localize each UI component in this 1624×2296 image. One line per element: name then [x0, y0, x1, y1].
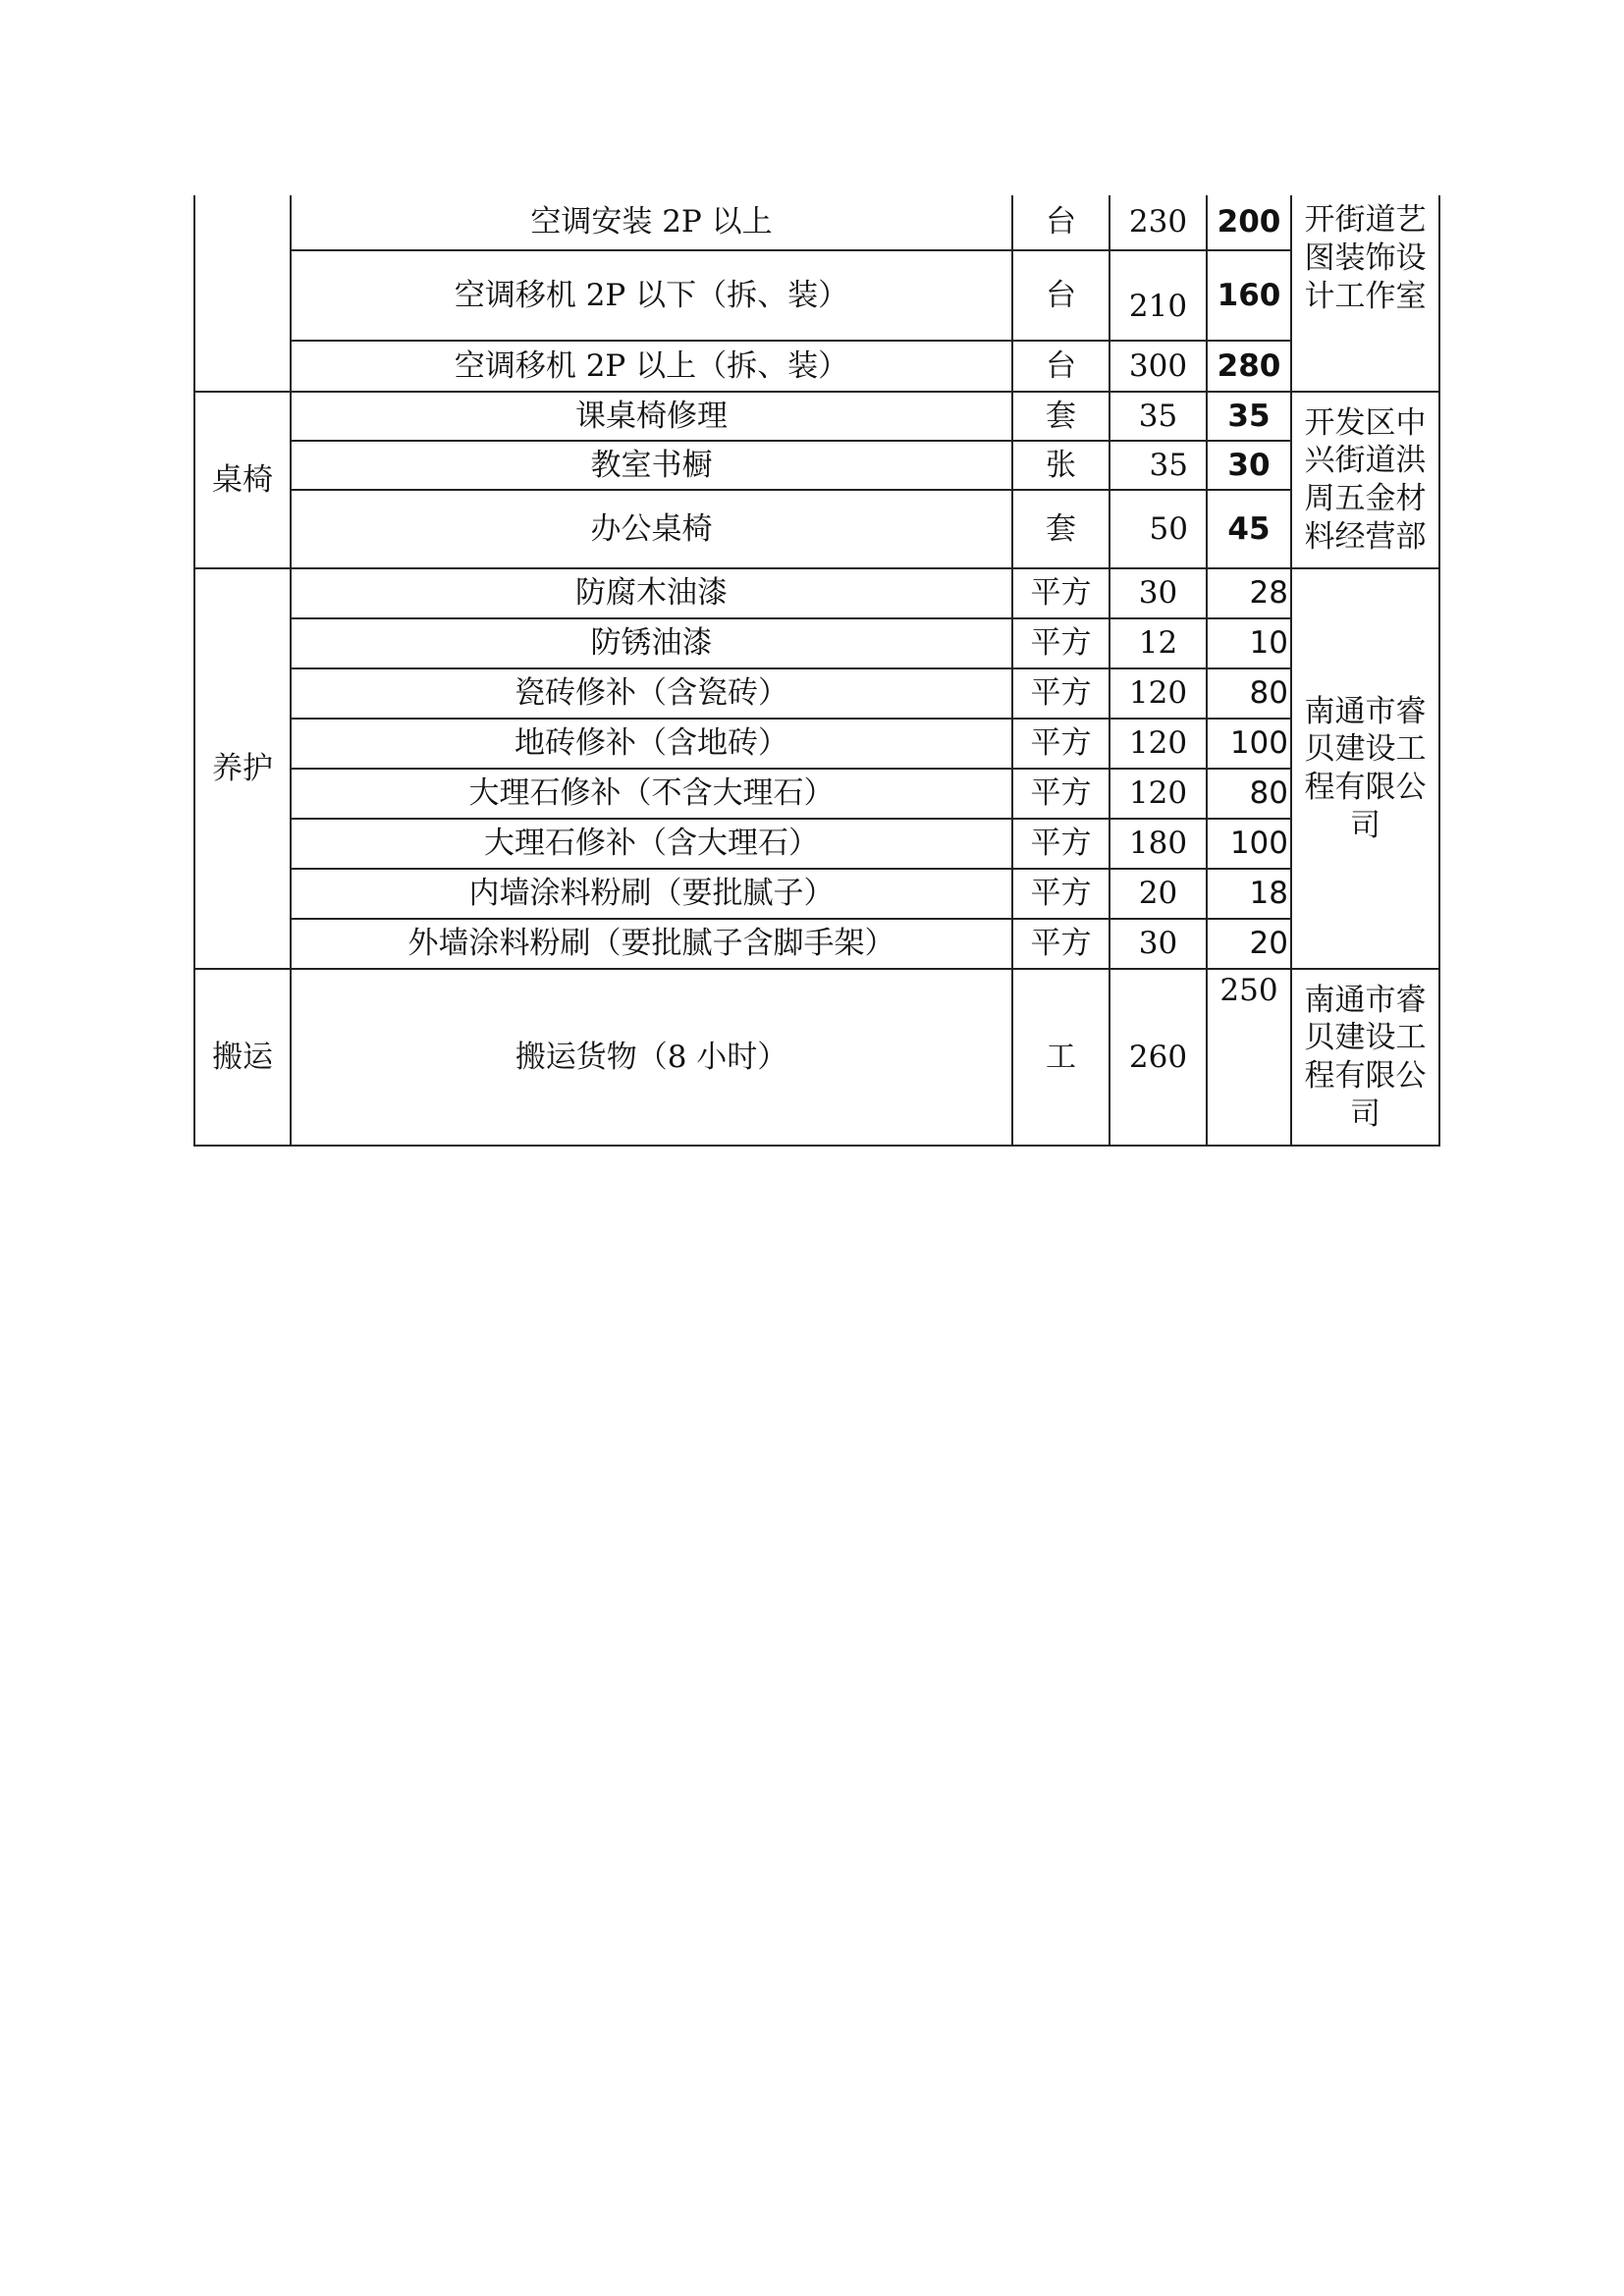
- price-value: 210: [1128, 288, 1188, 324]
- price-cell: 300: [1110, 341, 1207, 392]
- table-row: [194, 919, 1439, 969]
- item-cell: 空调移机 2P 以下（拆、装）: [291, 250, 1012, 341]
- category-cell: 养护: [194, 568, 291, 969]
- table-row: [194, 618, 1439, 668]
- item-cell: 大理石修补（不含大理石）: [291, 769, 1012, 819]
- table-row: [194, 441, 1439, 490]
- item-cell: 防腐木油漆: [291, 568, 1012, 618]
- table-row: [194, 819, 1439, 869]
- item-cell: 教室书橱: [291, 441, 1012, 490]
- item-cell: 瓷砖修补（含瓷砖）: [291, 668, 1012, 719]
- table-row: [194, 869, 1439, 919]
- price-cell: 28: [1207, 568, 1291, 618]
- category-cell: 桌椅: [194, 392, 291, 568]
- item-cell: 办公桌椅: [291, 490, 1012, 568]
- price-cell: [1110, 250, 1207, 341]
- table-row: [194, 668, 1439, 719]
- unit-cell: 平方: [1012, 618, 1110, 668]
- price-cell: 80: [1207, 769, 1291, 819]
- supplier-cell: 开发区中兴街道洪周五金材料经营部: [1291, 392, 1439, 568]
- price-cell: 45: [1207, 490, 1291, 568]
- price-cell: 12: [1110, 618, 1207, 668]
- price-cell: 30: [1207, 441, 1291, 490]
- table-row: [194, 719, 1439, 769]
- unit-cell: 平方: [1012, 719, 1110, 769]
- item-cell: 地砖修补（含地砖）: [291, 719, 1012, 769]
- unit-cell: 台: [1012, 250, 1110, 341]
- item-cell: 空调安装 2P 以上: [291, 195, 1012, 250]
- item-cell: 防锈油漆: [291, 618, 1012, 668]
- price-cell: 80: [1207, 668, 1291, 719]
- unit-cell: 平方: [1012, 568, 1110, 618]
- price-cell: 230: [1110, 195, 1207, 250]
- unit-cell: 工: [1012, 969, 1110, 1146]
- table-row: [194, 969, 1439, 1146]
- unit-cell: 平方: [1012, 869, 1110, 919]
- price-cell: 50: [1110, 490, 1207, 568]
- price-cell: 160: [1207, 250, 1291, 341]
- category-cell-blank: [194, 195, 291, 392]
- item-cell: 课桌椅修理: [291, 392, 1012, 441]
- unit-cell: 平方: [1012, 668, 1110, 719]
- price-cell: 180: [1110, 819, 1207, 869]
- item-cell: 内墙涂料粉刷（要批腻子）: [291, 869, 1012, 919]
- price-cell: 18: [1207, 869, 1291, 919]
- supplier-cell: 南通市睿贝建设工程有限公司: [1291, 568, 1439, 969]
- price-cell: 35: [1110, 392, 1207, 441]
- unit-cell: 张: [1012, 441, 1110, 490]
- table-row: [194, 769, 1439, 819]
- unit-cell: 台: [1012, 195, 1110, 250]
- unit-cell: 平方: [1012, 819, 1110, 869]
- price-cell: 30: [1110, 568, 1207, 618]
- price-cell: 120: [1110, 668, 1207, 719]
- table-row: [194, 490, 1439, 568]
- price-cell: 100: [1207, 819, 1291, 869]
- item-cell: 空调移机 2P 以上（拆、装）: [291, 341, 1012, 392]
- item-cell: 外墙涂料粉刷（要批腻子含脚手架）: [291, 919, 1012, 969]
- unit-cell: 套: [1012, 490, 1110, 568]
- table-row: [194, 392, 1439, 441]
- price-cell: 200: [1207, 195, 1291, 250]
- price-cell: 35: [1207, 392, 1291, 441]
- table-row: [194, 568, 1439, 618]
- item-cell: 大理石修补（含大理石）: [291, 819, 1012, 869]
- table-row: [194, 195, 1439, 250]
- table-row: [194, 250, 1439, 341]
- unit-cell: 套: [1012, 392, 1110, 441]
- price-cell: 280: [1207, 341, 1291, 392]
- price-cell: 120: [1110, 719, 1207, 769]
- price-cell: 100: [1207, 719, 1291, 769]
- item-cell: 搬运货物（8 小时）: [291, 969, 1012, 1146]
- supplier-cell: 南通市睿贝建设工程有限公司: [1291, 969, 1439, 1146]
- price-cell: 120: [1110, 769, 1207, 819]
- price-cell: 250: [1207, 969, 1291, 1146]
- unit-cell: 台: [1012, 341, 1110, 392]
- supplier-cell: 开街道艺图装饰设计工作室: [1291, 195, 1439, 392]
- price-cell: 20: [1110, 869, 1207, 919]
- price-cell: 260: [1110, 969, 1207, 1146]
- unit-cell: 平方: [1012, 769, 1110, 819]
- price-cell: 35: [1110, 441, 1207, 490]
- price-table: [193, 195, 1440, 1147]
- table-row: [194, 341, 1439, 392]
- price-cell: 10: [1207, 618, 1291, 668]
- price-cell: 30: [1110, 919, 1207, 969]
- price-cell: 20: [1207, 919, 1291, 969]
- category-cell: 搬运: [194, 969, 291, 1146]
- unit-cell: 平方: [1012, 919, 1110, 969]
